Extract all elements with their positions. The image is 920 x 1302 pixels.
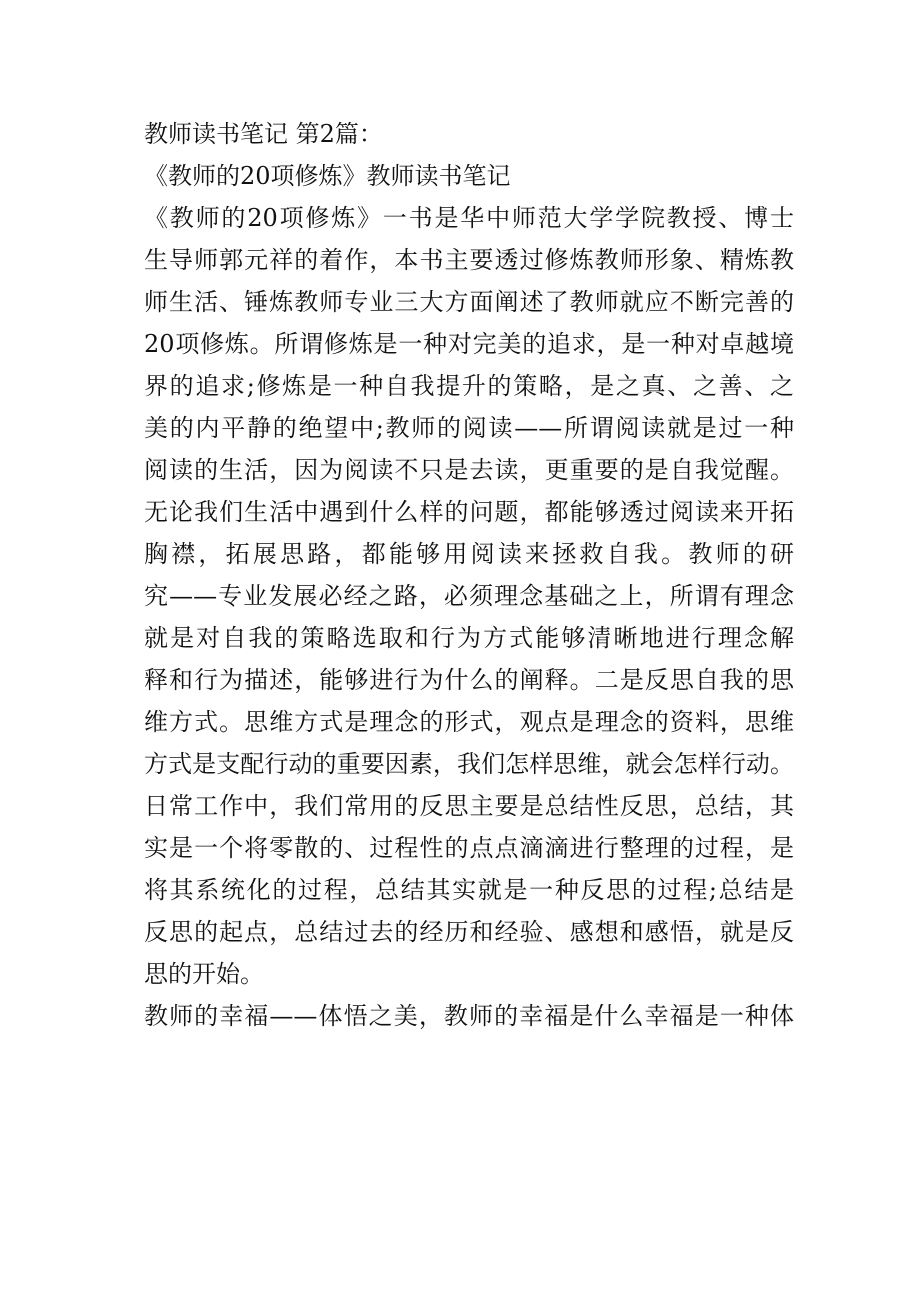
text-line: 方式是支配行动的重要因素，我们怎样思维，就会怎样行动。: [144, 750, 794, 778]
text-line: 《教师的20项修炼》教师读书笔记: [144, 162, 511, 190]
text-line: 反思的起点，总结过去的经历和经验、感想和感悟，就是反: [144, 918, 794, 946]
text-line: 胸襟，拓展思路，都能够用阅读来拯救自我。教师的研: [144, 540, 794, 568]
text-line: 美的内平静的绝望中;教师的阅读——所谓阅读就是过一种: [144, 414, 794, 442]
text-line: 《教师的20项修炼》一书是华中师范大学学院教授、博士: [144, 204, 794, 232]
text-line: 思的开始。: [144, 960, 264, 988]
text-line: 阅读的生活，因为阅读不只是去读，更重要的是自我觉醒。: [144, 456, 794, 484]
text-line: 教师读书笔记 第2篇：: [144, 120, 383, 148]
text-line: 究——专业发展必经之路，必须理念基础之上，所谓有理念: [144, 582, 794, 610]
text-line: 生导师郭元祥的着作，本书主要透过修炼教师形象、精炼教: [144, 246, 794, 274]
document-body: [144, 113, 794, 1037]
text-line: 就是对自我的策略选取和行为方式能够清晰地进行理念解: [144, 624, 794, 652]
text-line: 释和行为描述，能够进行为什么的阐释。二是反思自我的思: [144, 666, 794, 694]
text-line: 将其系统化的过程，总结其实就是一种反思的过程;总结是: [144, 876, 794, 904]
text-line: 界的追求;修炼是一种自我提升的策略，是之真、之善、之: [144, 372, 794, 400]
text-line: 维方式。思维方式是理念的形式，观点是理念的资料，思维: [144, 708, 794, 736]
text-line: 20项修炼。所谓修炼是一种对完美的追求，是一种对卓越境: [144, 330, 794, 358]
text-line: 无论我们生活中遇到什么样的问题，都能够透过阅读来开拓: [144, 498, 794, 526]
text-line: 教师的幸福——体悟之美，教师的幸福是什么幸福是一种体: [144, 1002, 794, 1030]
text-line: 日常工作中，我们常用的反思主要是总结性反思，总结，其: [144, 792, 794, 820]
text-line: 师生活、锤炼教师专业三大方面阐述了教师就应不断完善的: [144, 288, 794, 316]
text-line: 实是一个将零散的、过程性的点点滴滴进行整理的过程，是: [144, 834, 794, 862]
